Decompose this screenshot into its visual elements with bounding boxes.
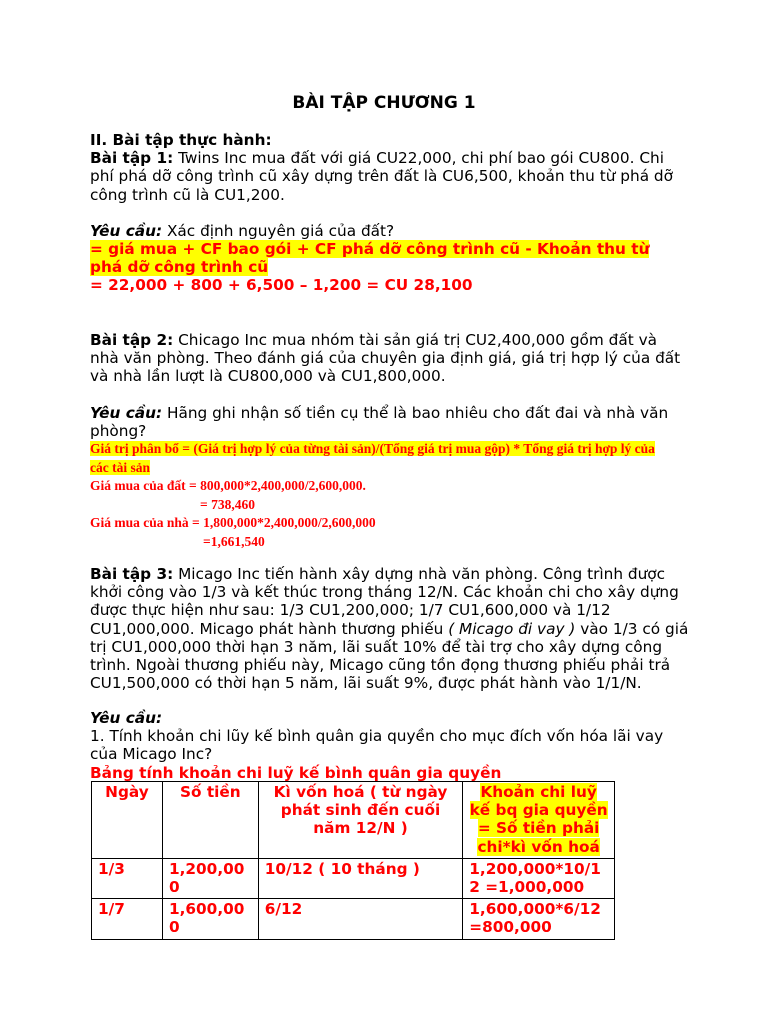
exercise-2-body: Chicago Inc mua nhóm tài sản giá trị CU2,400,000 gồm đất và nhà văn phòng. Theo đánh giá của chuyên gia định giá, giá trị hợp lý của đất và nhà lần lượt là CU800,000 và CU1,800,000. xyxy=(90,331,681,386)
cell-amount: 1,200,000 xyxy=(162,858,258,898)
exercise-2-answer xyxy=(90,440,660,551)
exercise-2-text xyxy=(90,331,690,386)
requirement-text: Hãng ghi nhận số tiền cụ thể là bao nhiêu cho đất đai và nhà văn phòng? xyxy=(90,404,669,441)
house-price-result: =1,661,540 xyxy=(203,533,265,549)
exercise-3-body-italic: ( Micago đi vay ) xyxy=(448,619,576,638)
requirement-label: Yêu cầu: xyxy=(90,404,163,422)
cell-weighted: 1,600,000*6/12 =800,000 xyxy=(463,899,615,939)
requirement-text: Xác định nguyên giá của đất? xyxy=(162,222,395,240)
exercise-1-requirement xyxy=(90,222,690,240)
land-price-result: = 738,460 xyxy=(200,496,255,512)
header-period: Kì vốn hoá ( từ ngày phát sinh đến cuối năm 12/N ) xyxy=(258,782,463,859)
exercise-1-body: Twins Inc mua đất với giá CU22,000, chi phí bao gói CU800. Chi phí phá dỡ công trình cũ xây dựng trên đất là CU6,500, khoản thu từ phá dỡ công trình cũ là CU1,200. xyxy=(90,149,673,204)
table-row xyxy=(92,899,615,939)
exercise-2-requirement xyxy=(90,404,690,440)
exercise-3-body-1: Micago Inc tiến hành xây dựng nhà văn phòng. Công trình được khởi công vào 1/3 và kết thúc trong tháng 12/N. Các khoản chi cho xây dựng được thực hiện như sau: 1/3 CU1,200,000; 1/7 CU1,600,000 và 1/12 CU1,000,000. Micago phát hành thương phiếu xyxy=(90,565,679,638)
exercise-3-text xyxy=(90,565,690,692)
question-1: 1. Tính khoản chi lũy kế bình quân gia quyền cho mục đích vốn hóa lãi vay của Micago Inc? xyxy=(90,727,664,764)
answer-formula: = giá mua + CF bao gói + CF phá dỡ công trình cũ - Khoản thu từ phá dỡ công trình cũ xyxy=(90,240,650,277)
exercise-1-answer xyxy=(90,240,650,295)
requirement-label: Yêu cầu: xyxy=(90,709,163,727)
exercise-2-label: Bài tập 2: xyxy=(90,331,174,349)
header-weighted: Khoản chi luỹ kế bq gia quyền = Số tiền phải chi*kì vốn hoá xyxy=(463,782,615,859)
cell-amount: 1,600,000 xyxy=(162,899,258,939)
exercise-3-label: Bài tập 3: xyxy=(90,565,174,583)
cell-period: 6/12 xyxy=(258,899,463,939)
house-price: Giá mua của nhà = 1,800,000*2,400,000/2,600,000 xyxy=(90,515,376,530)
cell-period: 10/12 ( 10 tháng ) xyxy=(258,858,463,898)
section-heading: II. Bài tập thực hành: xyxy=(90,131,272,149)
land-price: Giá mua của đất = 800,000*2,400,000/2,600,000. xyxy=(90,478,366,493)
exercise-3-requirement xyxy=(90,709,690,782)
exercise-1-text xyxy=(90,149,690,204)
cell-weighted: 1,200,000*10/12 =1,000,000 xyxy=(463,858,615,898)
header-amount: Số tiền xyxy=(162,782,258,859)
table-row xyxy=(92,858,615,898)
cell-date: 1/7 xyxy=(92,899,163,939)
exercise-1-block xyxy=(90,131,690,204)
exercise-3-body-2: vào 1/3 có giá trị CU1,000,000 thời hạn 3 năm, lãi suất 10% để tài trợ cho xây dựng công trình. Ngoài thương phiếu này, Micago cũng tồn đọng thương phiếu phải trả CU1,500,000 có thời hạn 5 năm, lãi suất 9%, được phát hành vào 1/1/N. xyxy=(90,619,689,693)
page-title: BÀI TẬP CHƯƠNG 1 xyxy=(292,93,476,113)
header-date: Ngày xyxy=(92,782,163,859)
answer-result: = 22,000 + 800 + 6,500 – 1,200 = CU 28,100 xyxy=(90,276,473,295)
exercise-1-label: Bài tập 1: xyxy=(90,149,174,168)
requirement-label: Yêu cầu: xyxy=(90,222,163,240)
table-title: Bảng tính khoản chi luỹ kế bình quân gia quyền xyxy=(90,763,502,782)
weighted-expenditure-table xyxy=(91,781,615,940)
cell-date: 1/3 xyxy=(92,858,163,898)
table-header-row xyxy=(92,782,615,859)
allocation-formula: Giá trị phân bổ = (Giá trị hợp lý của từng tài sản)/(Tổng giá trị mua gộp) * Tổng giá trị hợp lý của các tài sản xyxy=(90,441,655,475)
